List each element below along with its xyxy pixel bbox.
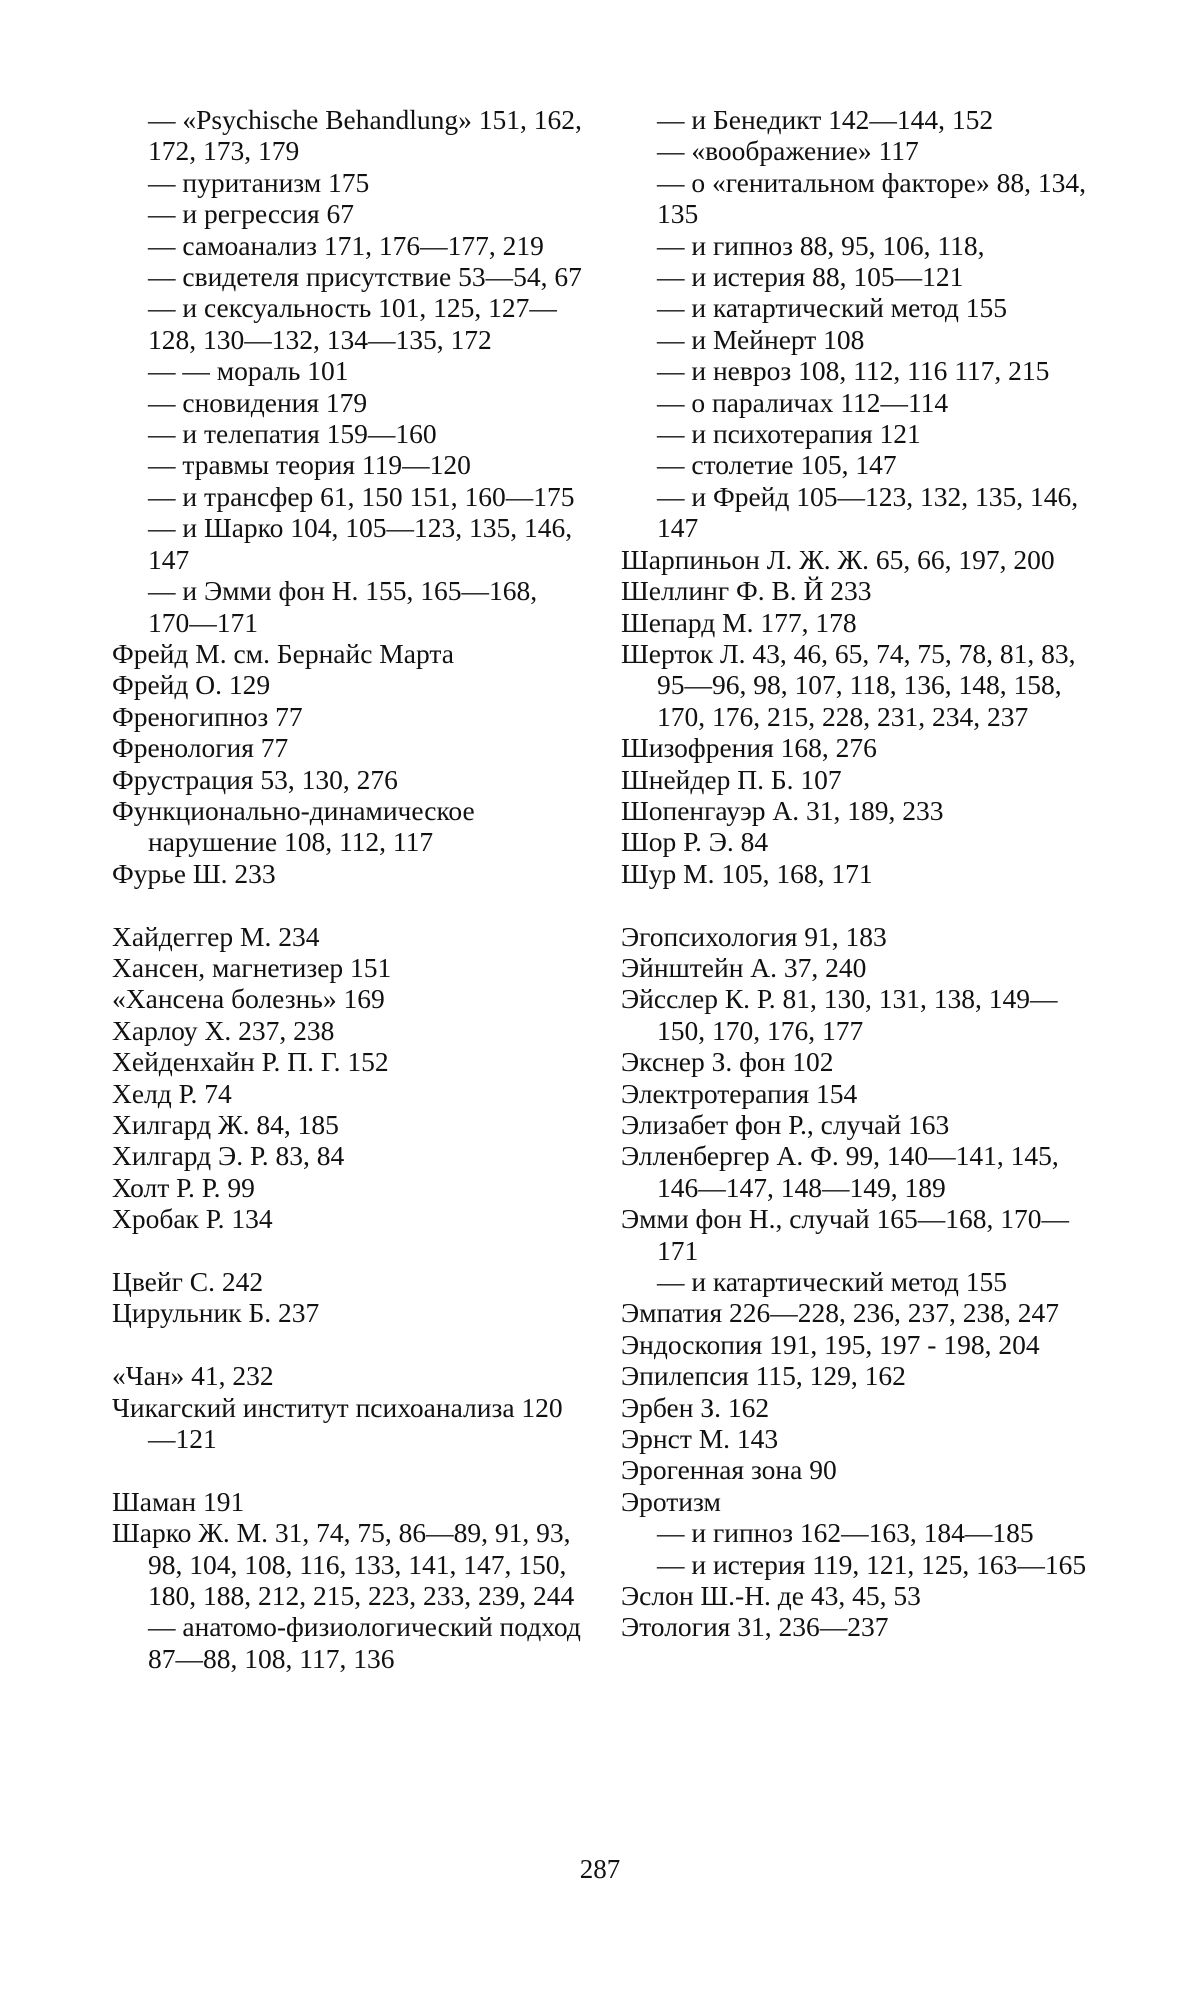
- index-entry: Шопенгауэр А. 31, 189, 233: [621, 794, 944, 826]
- index-subentry: — и сексуальность 101, 125, 127—128, 130—132, 134—135, 172: [148, 292, 557, 355]
- index-entry: Эйсслер К. Р. 81, 130, 131, 138, 149—150, 170, 176, 177: [621, 983, 1058, 1046]
- index-subentry: — анатомо-физиологический подход 87—88, 108, 117, 136: [148, 1611, 581, 1674]
- index-subentry: — и катартический метод 155: [657, 1266, 1008, 1298]
- index-entry: Фрейд М. см. Бернайс Марта: [112, 637, 454, 669]
- index-entry: «Хансена болезнь» 169: [112, 983, 385, 1015]
- index-column-right: [621, 104, 1087, 1643]
- index-entry: Шур М. 105, 168, 171: [621, 857, 873, 889]
- index-subentry: — и гипноз 88, 95, 106, 118,: [657, 229, 985, 261]
- index-subentry: — и невроз 108, 112, 116 117, 215: [657, 355, 1050, 387]
- index-entry: Эрогенная зона 90: [621, 1454, 837, 1486]
- index-entry: Шепард М. 177, 178: [621, 606, 857, 638]
- index-entry: Шарко Ж. М. 31, 74, 75, 86—89, 91, 93, 98, 104, 108, 116, 133, 141, 147, 150, 180, 188, 212, 215, 223, 233, 239, 244: [112, 1517, 575, 1612]
- index-entry: Шарпиньон Л. Ж. Ж. 65, 66, 197, 200: [621, 543, 1055, 575]
- index-entry: Функционально-динамическое нарушение 108, 112, 117: [112, 794, 475, 858]
- index-entry: Эрбен З. 162: [621, 1391, 770, 1423]
- index-subentry: — и Фрейд 105—123, 132, 135, 146, 147: [657, 480, 1079, 544]
- index-entry: Эслон Ш.-Н. де 43, 45, 53: [621, 1580, 921, 1612]
- index-entry: Хансен, магнетизер 151: [112, 951, 392, 983]
- index-subentry: — и Мейнерт 108: [657, 323, 865, 355]
- index-subentry: — пуританизм 175: [148, 166, 370, 198]
- index-entry: Экснер З. фон 102: [621, 1046, 834, 1078]
- index-entry: Шаман 191: [112, 1485, 245, 1517]
- index-entry: Фрустрация 53, 130, 276: [112, 763, 398, 795]
- index-entry: Эмми фон Н., случай 165—168, 170—171: [621, 1203, 1070, 1266]
- index-entry: Френология 77: [112, 732, 289, 764]
- index-subentry: — и истерия 119, 121, 125, 163—165: [657, 1548, 1087, 1580]
- index-subentry: — — мораль 101: [148, 355, 349, 387]
- index-entry: Холт Р. Р. 99: [112, 1171, 255, 1203]
- index-entry: Шерток Л. 43, 46, 65, 74, 75, 78, 81, 83, 95—96, 98, 107, 118, 136, 148, 158, 170, 176, 215, 228, 231, 234, 237: [621, 637, 1076, 732]
- index-subentry: — и Бенедикт 142—144, 152: [657, 104, 994, 135]
- letter-group-gap: [112, 1454, 582, 1485]
- index-column-left: [112, 104, 582, 1674]
- index-subentry: — «воображение» 117: [657, 135, 919, 167]
- index-subentry: — и Эмми фон Н. 155, 165—168, 170—171: [148, 575, 538, 638]
- index-entry: Цирульник Б. 237: [112, 1297, 320, 1329]
- page-number: 287: [579, 1854, 621, 1884]
- index-subentry: — сновидения 179: [148, 386, 368, 418]
- index-entry: Фурье Ш. 233: [112, 857, 276, 889]
- index-entry: Шнейдер П. Б. 107: [621, 763, 842, 795]
- index-subentry: — и психотерапия 121: [657, 418, 921, 450]
- index-subentry: — и телепатия 159—160: [148, 418, 437, 450]
- index-entry: Хейденхайн Р. П. Г. 152: [112, 1046, 389, 1078]
- index-entry: Хилгард Э. Р. 83, 84: [112, 1140, 345, 1172]
- index-subentry: — травмы теория 119—120: [148, 449, 471, 481]
- index-entry: Чикагский институт психоанализа 120—121: [112, 1391, 563, 1455]
- index-entry: Хробак Р. 134: [112, 1203, 273, 1235]
- index-entry: Цвейг С. 242: [112, 1266, 264, 1297]
- index-entry: Шор Р. Э. 84: [621, 826, 769, 858]
- index-entry: «Чан» 41, 232: [112, 1360, 274, 1392]
- index-subentry: — и катартический метод 155: [657, 292, 1008, 324]
- letter-group-gap: [112, 1329, 582, 1360]
- index-subentry: — столетие 105, 147: [657, 449, 897, 481]
- index-entry: Эротизм: [621, 1485, 721, 1517]
- index-subentry: — и регрессия 67: [148, 198, 354, 230]
- index-subentry: — о «генитальном факторе» 88, 134, 135: [657, 166, 1086, 230]
- index-entry: Хилгард Ж. 84, 185: [112, 1108, 339, 1140]
- index-entry: Фрейд О. 129: [112, 669, 271, 701]
- index-subentry: — «Psychische Behandlung» 151, 162, 172, 173, 179: [148, 104, 582, 167]
- index-entry: Френогипноз 77: [112, 700, 303, 732]
- index-subentry: — свидетеля присутствие 53—54, 67: [148, 261, 582, 293]
- letter-group-gap: [621, 889, 1087, 920]
- index-entry: Эмпатия 226—228, 236, 237, 238, 247: [621, 1297, 1060, 1329]
- index-entry: Электротерапия 154: [621, 1077, 858, 1109]
- index-subentry: — и гипноз 162—163, 184—185: [657, 1517, 1034, 1549]
- index-entry: Эйнштейн А. 37, 240: [621, 951, 867, 983]
- index-entry: Хелд Р. 74: [112, 1077, 232, 1109]
- index-entry: Эпилепсия 115, 129, 162: [621, 1360, 906, 1392]
- index-entry: Эгопсихология 91, 183: [621, 920, 887, 952]
- index-subentry: — о параличах 112—114: [657, 386, 949, 418]
- index-entry: Элизабет фон Р., случай 163: [621, 1108, 950, 1140]
- letter-group-gap: [112, 889, 582, 920]
- index-entry: Эрнст М. 143: [621, 1423, 779, 1455]
- index-entry: Шеллинг Ф. В. Й 233: [621, 575, 872, 607]
- index-entry: Хайдеггер М. 234: [112, 920, 320, 952]
- index-subentry: — самоанализ 171, 176—177, 219: [148, 229, 544, 261]
- index-entry: Эндоскопия 191, 195, 197 - 198, 204: [621, 1328, 1040, 1360]
- index-subentry: — и Шарко 104, 105—123, 135, 146, 147: [148, 512, 573, 575]
- index-subentry: — и истерия 88, 105—121: [657, 261, 964, 293]
- index-subentry: — и трансфер 61, 150 151, 160—175: [148, 480, 575, 512]
- letter-group-gap: [112, 1235, 582, 1266]
- index-entry: Шизофрения 168, 276: [621, 732, 877, 764]
- index-entry: Элленбергер А. Ф. 99, 140—141, 145, 146—147, 148—149, 189: [621, 1140, 1059, 1203]
- index-entry: Харлоу Х. 237, 238: [112, 1014, 335, 1046]
- index-entry: Этология 31, 236—237: [621, 1611, 889, 1643]
